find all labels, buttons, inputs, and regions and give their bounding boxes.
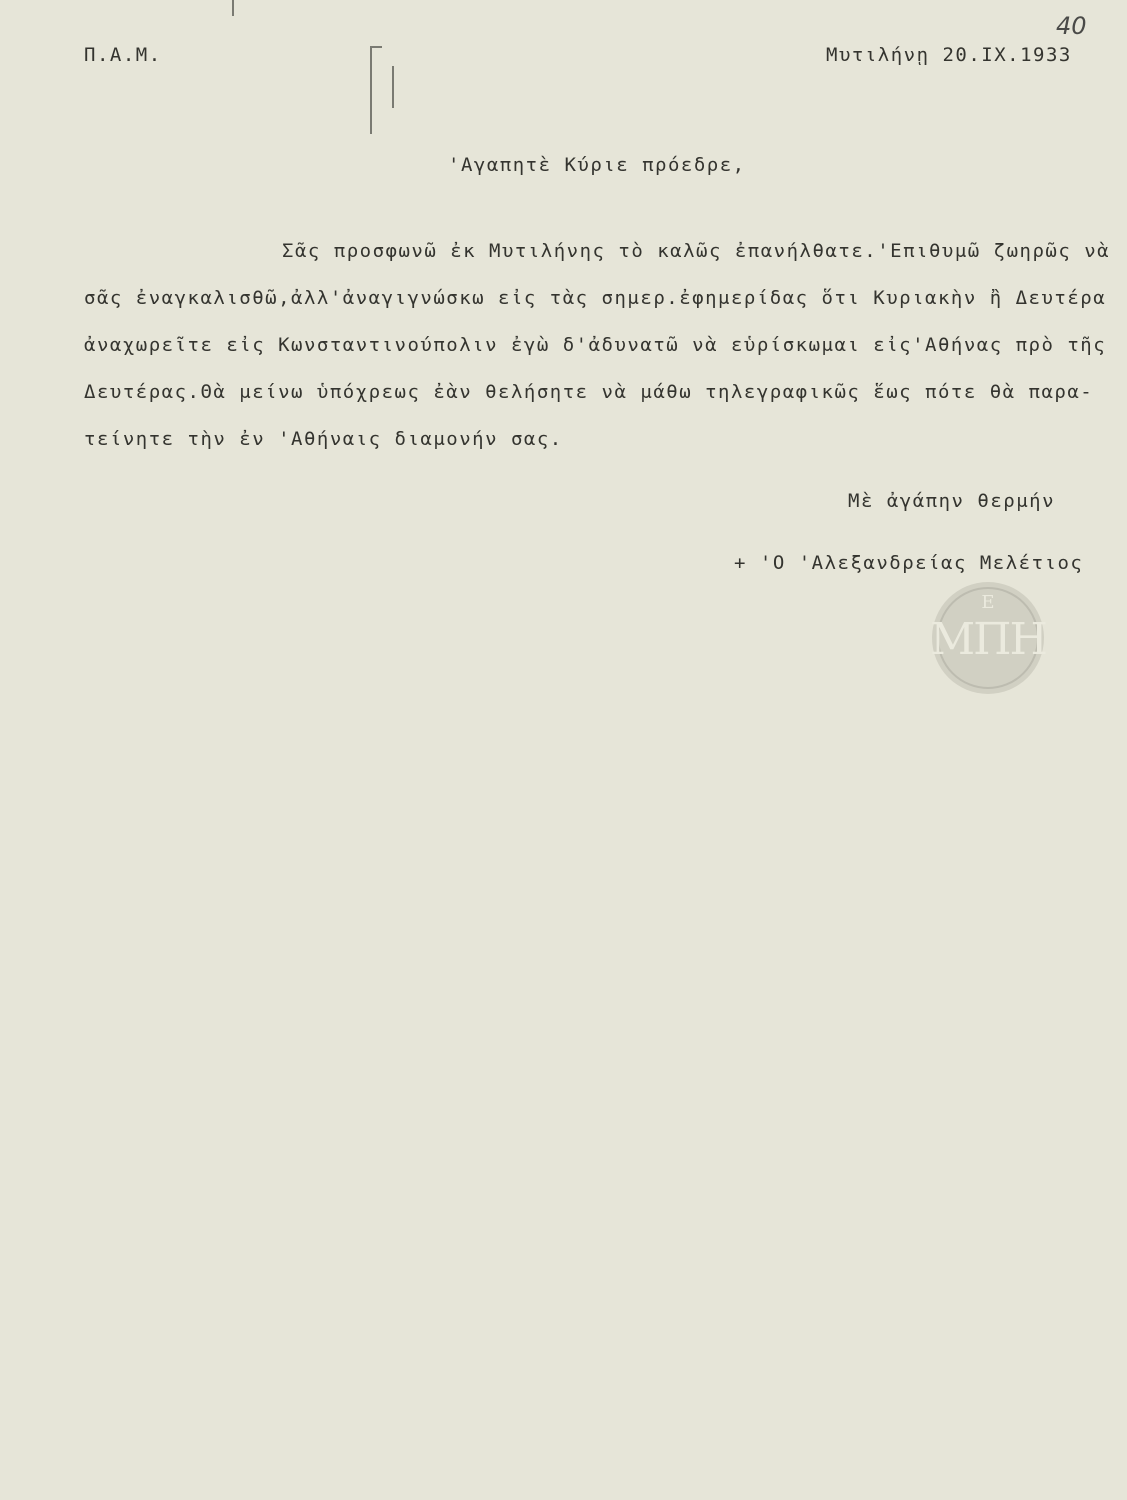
letter-body [84,240,1127,475]
pencil-mark [370,46,372,134]
salutation: 'Αγαπητὲ Κύριε πρόεδρε, [448,154,746,176]
body-line: τείνητε τὴν ἐν 'Αθήναις διαμονήν σας. [84,428,563,450]
sender-initials: Π.Α.Μ. [84,44,162,66]
pencil-mark [372,46,382,48]
svg-text:ΜΠΗ: ΜΠΗ [930,614,1046,665]
closing: Μὲ ἀγάπην θερμήν [848,490,1056,512]
place-date: Μυτιλήνῃ 20.ΙΧ.1933 [826,44,1072,66]
pencil-mark [392,66,394,108]
signature: + 'Ο 'Αλεξανδρείας Μελέτιος [734,552,1084,574]
body-line: Δευτέρας.Θὰ μείνω ὑπόχρεως ἐὰν θελήσητε νὰ μάθω τηλεγραφικῶς ἕως πότε θὰ παρα- [84,381,1094,403]
body-line: Σᾶς προσφωνῶ ἐκ Μυτιλήνης τὸ καλῶς ἐπανήλθατε.'Επιθυμῶ ζωηρῶς νὰ [282,240,1111,262]
page-number: 40 [1056,12,1087,40]
body-line: σᾶς ἐναγκαλισθῶ,ἀλλ'ἀναγιγνώσκω εἰς τὰς σημερ.ἐφημερίδας ὅτι Κυριακὴν ἢ Δευτέρα [84,287,1107,309]
pencil-mark [232,0,234,16]
body-line: ἀναχωρεῖτε εἰς Κωνσταντινούπολιν ἐγὼ δ'ἀδυνατῶ νὰ εὑρίσκωμαι εἰς'Αθήνας πρὸ τῆς [84,334,1107,356]
svg-text:Ε: Ε [981,592,995,613]
archive-stamp-logo [928,578,1048,698]
